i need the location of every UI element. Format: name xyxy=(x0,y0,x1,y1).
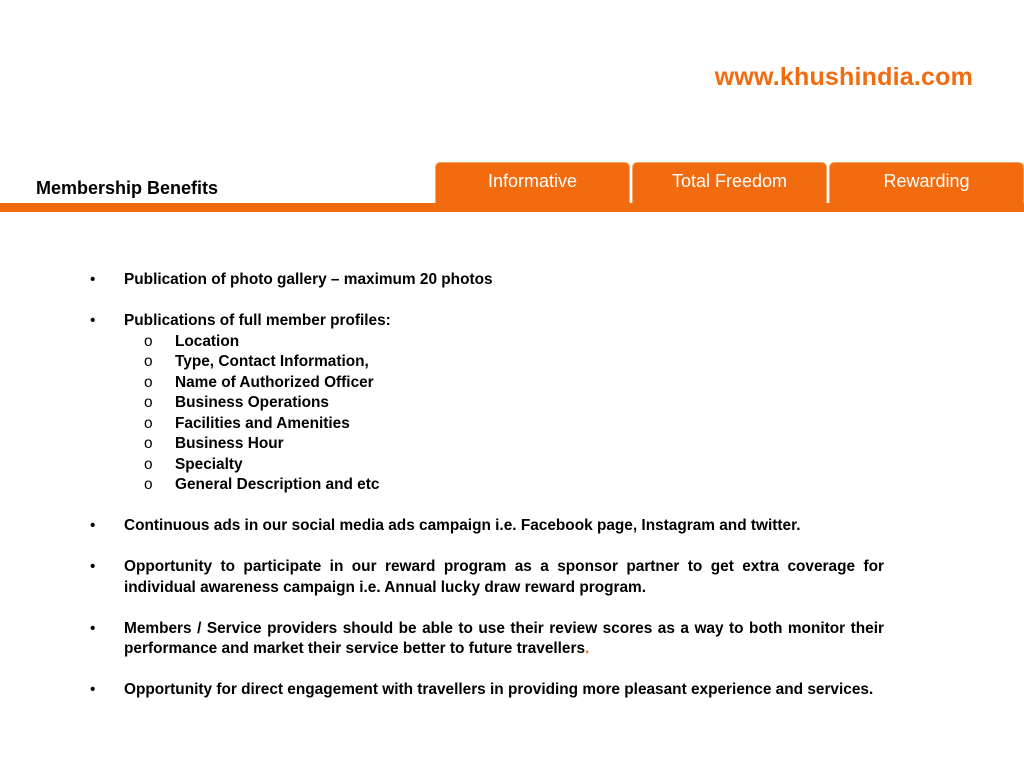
sub-list-item xyxy=(124,393,884,414)
tab-rewarding[interactable]: Rewarding xyxy=(829,162,1024,204)
tab-total-freedom[interactable]: Total Freedom xyxy=(632,162,827,204)
bullet-marker: • xyxy=(90,558,96,575)
sub-list-item xyxy=(124,373,884,394)
sub-bullet-marker: o xyxy=(144,455,153,473)
sub-bullet-marker: o xyxy=(144,394,153,411)
header-divider xyxy=(0,203,1024,212)
bullet-marker: • xyxy=(90,681,96,698)
bullet-marker: • xyxy=(90,517,96,534)
sub-list-item-text: Specialty xyxy=(175,455,243,473)
sub-list-item xyxy=(124,434,884,455)
list-item-text: Opportunity for direct engagement with travellers in providing more pleasant experience and services. xyxy=(124,681,874,698)
sub-bullet-marker: o xyxy=(144,435,153,452)
bullet-marker: • xyxy=(90,312,96,329)
section-title: Membership Benefits xyxy=(36,178,219,198)
trailing-period: . xyxy=(585,640,590,657)
sub-list-item xyxy=(124,414,884,435)
list-item-text: Members / Service providers should be able to use their review scores as a way to both monitor their performance and market their service better to future travellers xyxy=(124,619,884,657)
sub-list-item-text: Business Hour xyxy=(175,435,284,452)
sub-bullet-marker: o xyxy=(144,414,153,432)
sub-list-item xyxy=(124,455,884,476)
profile-fields-list xyxy=(124,332,884,496)
benefits-list xyxy=(84,270,884,701)
list-item xyxy=(84,270,884,291)
sub-list-item-text: General Description and etc xyxy=(175,476,380,493)
list-item xyxy=(84,557,884,598)
sub-list-item xyxy=(124,332,884,353)
tab-bar xyxy=(435,162,1024,204)
sub-list-item-text: Type, Contact Information, xyxy=(175,353,369,370)
list-item xyxy=(84,680,884,701)
site-url-link[interactable]: www.khushindia.com xyxy=(714,63,973,91)
list-item xyxy=(84,619,884,660)
bullet-marker: • xyxy=(90,619,96,637)
sub-list-item xyxy=(124,475,884,496)
tab-informative[interactable]: Informative xyxy=(435,162,630,204)
list-item-text: Publications of full member profiles: xyxy=(124,312,391,329)
list-item xyxy=(84,311,884,496)
list-item xyxy=(84,516,884,537)
sub-bullet-marker: o xyxy=(144,476,153,493)
sub-list-item-text: Name of Authorized Officer xyxy=(175,373,374,391)
list-item-text: Continuous ads in our social media ads campaign i.e. Facebook page, Instagram and twitter. xyxy=(124,517,801,534)
sub-bullet-marker: o xyxy=(144,353,153,370)
sub-list-item xyxy=(124,352,884,373)
sub-list-item-text: Business Operations xyxy=(175,394,329,411)
bullet-marker: • xyxy=(90,271,96,288)
sub-bullet-marker: o xyxy=(144,373,153,391)
sub-bullet-marker: o xyxy=(144,332,153,350)
sub-list-item-text: Location xyxy=(175,332,240,350)
list-item-text: Publication of photo gallery – maximum 20 photos xyxy=(124,271,493,288)
list-item-text: Opportunity to participate in our reward program as a sponsor partner to get extra coverage for individual awareness campaign i.e. Annual lucky draw reward program. xyxy=(124,558,884,596)
sub-list-item-text: Facilities and Amenities xyxy=(175,414,350,432)
